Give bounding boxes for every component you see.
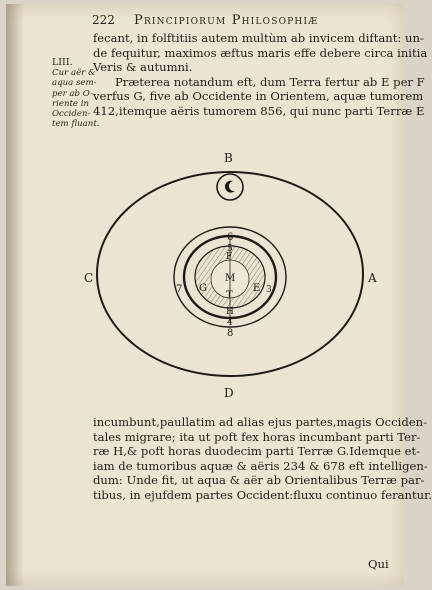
text-line: iam de tumoribus aquæ & aëris 234 & 678 eft intelligen-: [93, 458, 428, 473]
margin-note-line: aqua sem-: [52, 78, 97, 89]
margin-note-line: per ab O-: [52, 88, 94, 99]
page-number: 222: [92, 13, 115, 27]
label-F: F: [226, 252, 233, 262]
label-5: 5: [227, 244, 233, 254]
running-header: [92, 13, 392, 29]
body-text-top: [93, 31, 428, 119]
label-D: D: [224, 386, 234, 400]
text-line: dum: Unde fit, ut aqua & aër ab Orientalibus Terræ par-: [93, 473, 425, 488]
text-line: incumbunt,paullatim ad alias ejus partes,magis Occiden-: [93, 415, 428, 429]
text-line: tales migrare; ita ut poft fex horas incumbant parti Ter-: [93, 429, 421, 444]
running-title: Principiorum Philosophiæ: [134, 13, 319, 28]
label-A: A: [368, 271, 377, 285]
margin-note-line: tem fluant.: [52, 119, 100, 130]
text-line: tibus, in ejufdem partes Occident:fluxu continuo ferantur.: [93, 487, 432, 502]
margin-note-line: Occiden-: [52, 109, 91, 120]
moon-crescent-icon: [225, 181, 235, 193]
text-line: 412,itemque aëris tumorem 856, qui nunc parti Terræ E: [93, 103, 425, 118]
moon-circle: [217, 174, 243, 200]
label-B: B: [224, 151, 233, 165]
margin-note-line: Cur aër &: [52, 68, 96, 79]
label-7: 7: [176, 284, 183, 295]
margin-note-line: riente in: [52, 98, 90, 109]
label-6: 6: [227, 232, 234, 243]
catchword: Qui: [368, 557, 389, 571]
text-line: Præterea notandum eft, dum Terra fertur ab E per F: [115, 74, 425, 89]
label-E: E: [253, 283, 261, 294]
label-G: G: [199, 283, 207, 294]
label-4: 4: [227, 318, 233, 328]
label-3: 3: [266, 285, 272, 295]
label-T: T: [226, 290, 233, 301]
gutter-shadow: [6, 4, 24, 586]
text-line: de fequitur, maximos æftus maris effe debere circa initia: [93, 45, 428, 60]
text-line: verfus G, five ab Occidente in Orientem, aquæ tumorem: [93, 89, 424, 104]
label-H: H: [226, 307, 234, 317]
text-line: Veris & autumni.: [93, 60, 193, 75]
text-line: fecant, in folftitiis autem multùm ab invicem diftant: un-: [93, 31, 424, 45]
margin-note-number: LIII.: [52, 57, 73, 68]
text-line: ræ H,& poft horas duodecim parti Terræ G.Idemque et-: [93, 444, 421, 459]
tides-diagram: [80, 140, 380, 402]
label-C: C: [84, 271, 94, 285]
margin-note: [52, 57, 100, 130]
label-8: 8: [227, 328, 234, 339]
body-text-bottom: [93, 415, 432, 503]
label-M: M: [225, 273, 236, 284]
